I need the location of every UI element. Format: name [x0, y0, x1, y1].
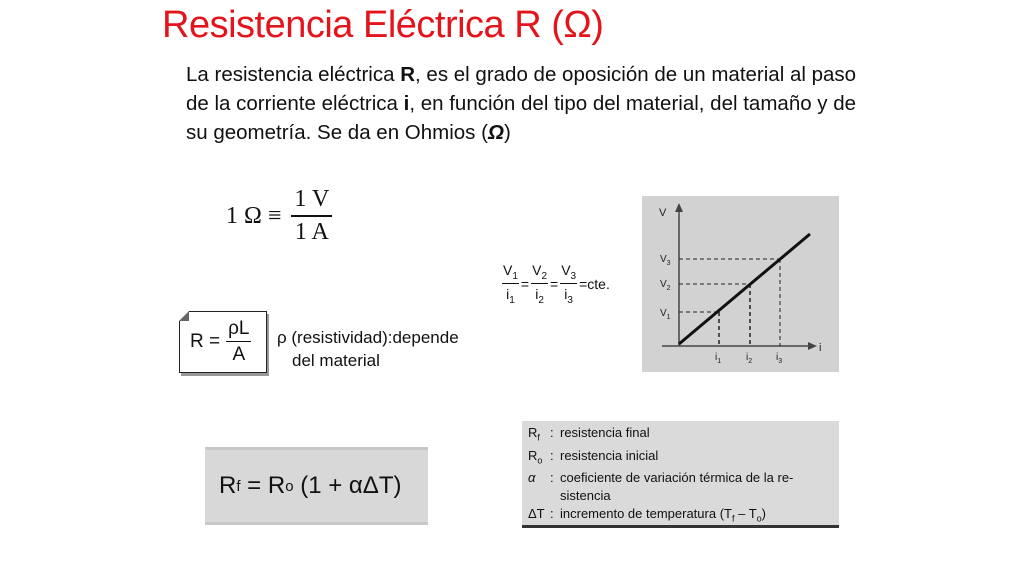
intro-text-1: La resistencia eléctrica: [186, 63, 401, 86]
resistivity-description: [277, 326, 459, 372]
legend-colon: :: [550, 506, 554, 522]
ro-subscript: o: [285, 477, 294, 495]
legend-sub-to: o: [756, 513, 762, 524]
intro-text-3: , en función del tipo del material, del tamaño y de su geometría. Se da en Ohmios (: [186, 92, 857, 144]
linear-relationship-line: [679, 234, 810, 344]
intro-bold-omega: Ω: [487, 121, 504, 144]
voltage-current-ratio-formula: [502, 262, 610, 306]
legend-row: [528, 469, 833, 487]
legend-text-alpha-continuation: sistencia: [560, 488, 611, 504]
ratio-equals-2: =: [550, 275, 559, 292]
rf-subscript: f: [236, 477, 241, 495]
ratio-fraction-3: [560, 262, 577, 306]
y-axis-arrow: [675, 203, 683, 212]
ohm-definition-fraction: [291, 186, 332, 246]
legend-sub-o: o: [537, 455, 543, 466]
y-tick-v2: $V_2$: [660, 279, 671, 292]
x-tick-i1: $i_1$: [715, 352, 722, 365]
ohm-definition-formula: [226, 186, 332, 246]
y-tick-v3: $V_3$: [660, 254, 671, 267]
ratio-i2: i: [535, 285, 539, 302]
rf-equals-ro: = R: [240, 472, 286, 499]
legend-symbol-alpha: α: [528, 470, 536, 486]
intro-bold-r: R: [400, 63, 416, 86]
legend-symbol-ro: R: [528, 447, 538, 463]
ratio-v2: V: [532, 262, 542, 278]
resistivity-numerator: ρL: [226, 318, 251, 342]
resistivity-description-line-1: ρ (resistividad):depende: [277, 328, 459, 347]
legend-text-ro: resistencia inicial: [560, 447, 659, 463]
ratio-v3-sub: 3: [570, 270, 577, 282]
y-tick-v1: $V_1$: [660, 308, 671, 321]
ratio-constant: =cte.: [579, 275, 610, 292]
intro-bold-i: i: [403, 92, 410, 115]
resistivity-lhs: R =: [190, 331, 221, 352]
folded-corner-decoration: [179, 311, 189, 321]
ratio-v3: V: [561, 262, 571, 278]
intro-text-2: , es el grado de oposición de un material al paso de la corriente eléctrica: [186, 63, 857, 115]
ratio-i3: i: [564, 285, 568, 302]
legend-text-rf: resistencia final: [560, 425, 650, 440]
ohm-definition-denominator: 1 A: [294, 219, 329, 245]
x-axis-arrow: [808, 342, 817, 350]
y-axis-label: V: [659, 207, 667, 219]
legend-colon: :: [550, 447, 554, 463]
x-tick-i2: $i_2$: [746, 352, 753, 365]
formula-legend: [522, 421, 839, 528]
temperature-resistance-formula: [205, 447, 428, 525]
legend-text-delta-t: incremento de temperatura (T: [560, 506, 732, 522]
resistivity-formula-box: [179, 311, 267, 373]
voltage-current-graph: [642, 196, 839, 372]
legend-close-paren: ): [761, 506, 767, 522]
resistivity-fraction: [226, 318, 251, 366]
intro-paragraph: [186, 60, 876, 147]
ratio-equals-1: =: [520, 275, 530, 292]
rf-rest: (1 + αΔT): [293, 472, 402, 499]
legend-colon: :: [550, 425, 554, 440]
ratio-i1: i: [506, 285, 510, 302]
ratio-i3-sub: 3: [567, 294, 573, 306]
ohm-definition-numerator: 1 V: [291, 186, 332, 217]
legend-sub-tf: f: [731, 513, 735, 524]
legend-sub-f: f: [537, 432, 540, 443]
legend-colon: :: [550, 470, 554, 486]
ratio-v1-sub: 1: [512, 270, 518, 282]
page-title: Resistencia Eléctrica R (Ω): [162, 4, 604, 46]
ratio-i2-sub: 2: [538, 294, 544, 306]
x-axis-label: i: [819, 342, 822, 354]
ratio-v2-sub: 2: [541, 270, 547, 282]
intro-text-4: ): [503, 121, 511, 144]
resistivity-denominator: A: [232, 344, 246, 365]
ratio-fraction-1: [502, 262, 519, 306]
legend-row: [528, 424, 833, 447]
ratio-i1-sub: 1: [509, 294, 515, 306]
legend-row: [528, 505, 833, 528]
ratio-fraction-2: [531, 262, 548, 306]
ratio-v1: V: [503, 262, 513, 278]
rf-symbol: R: [219, 472, 237, 499]
legend-symbol-rf: R: [528, 425, 538, 440]
legend-text-alpha: coeficiente de variación térmica de la re-: [560, 470, 794, 486]
ohm-definition-lhs: 1 Ω ≡: [226, 202, 282, 229]
legend-symbol-delta-t: ΔT: [528, 506, 545, 522]
x-tick-i3: $i_3$: [776, 352, 783, 365]
legend-row: [528, 447, 833, 470]
resistivity-description-line-2: del material: [292, 351, 380, 370]
legend-minus-t: – T: [734, 506, 757, 522]
